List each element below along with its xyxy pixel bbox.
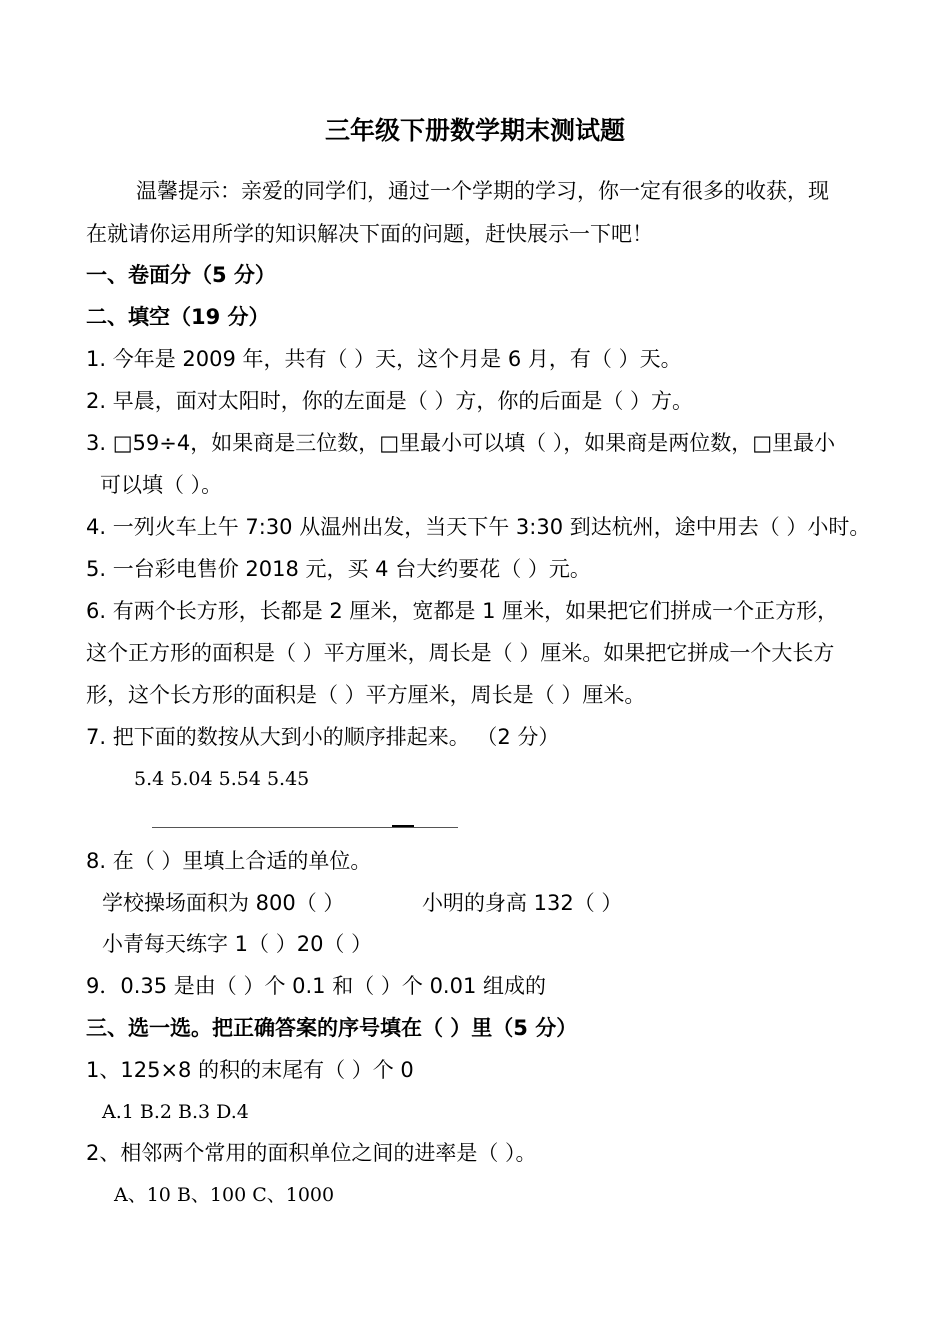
answer-line-mark (392, 825, 414, 827)
question-2-8-b: 小明的身高 132（ ） (422, 891, 623, 915)
question-2-9: 9．0.35 是由（ ）个 0.1 和（ ）个 0.01 组成的 (86, 974, 546, 998)
page-title: 三年级下册数学期末测试题 (324, 116, 625, 145)
question-3-2-options: A、10 B、100 C、1000 (114, 1184, 335, 1206)
section-heading-1: 一、卷面分（5 分） (86, 263, 276, 287)
question-3-1-options: A.1 B.2 B.3 D.4 (102, 1101, 249, 1123)
section-heading-3: 三、选一选。把正确答案的序号填在（ ）里（5 分） (86, 1016, 578, 1040)
question-2-7-numbers: 5.4 5.04 5.54 5.45 (134, 768, 310, 790)
answer-line (152, 827, 458, 828)
question-2-6-line-1: 6. 有两个长方形，长都是 2 厘米，宽都是 1 厘米，如果把它们拼成一个正方形， (86, 599, 839, 623)
question-2-1: 1. 今年是 2009 年，共有（ ）天，这个月是 6 月，有（ ）天。 (86, 347, 682, 371)
intro-line-1: 温馨提示：亲爱的同学们，通过一个学期的学习，你一定有很多的收获，现 (136, 179, 829, 203)
question-2-7: 7. 把下面的数按从大到小的顺序排起来。 （2 分） (86, 725, 560, 749)
intro-line-2: 在就请你运用所学的知识解决下面的问题，赶快展示一下吧！ (86, 222, 653, 246)
question-2-6-line-3: 形，这个长方形的面积是（ ）平方厘米，周长是（ ）厘米。 (86, 683, 646, 707)
question-2-3-line-1: 3. □59÷4，如果商是三位数，□里最小可以填（ ），如果商是两位数，□里最小 (86, 431, 836, 455)
question-2-8-c: 小青每天练字 1（ ）20（ ） (102, 932, 373, 956)
section-heading-2: 二、填空（19 分） (86, 305, 270, 329)
question-2-5: 5. 一台彩电售价 2018 元，买 4 台大约要花（ ）元。 (86, 557, 591, 581)
question-2-8-a: 学校操场面积为 800（ ） (102, 891, 345, 915)
question-2-8: 8. 在（ ）里填上合适的单位。 (86, 849, 372, 873)
question-2-3-line-2: 可以填（ ）。 (100, 473, 223, 497)
question-2-2: 2. 早晨，面对太阳时，你的左面是（ ）方，你的后面是（ ）方。 (86, 389, 694, 413)
question-3-1: 1、125×8 的积的末尾有（ ）个 0 (86, 1058, 414, 1082)
question-2-4: 4. 一列火车上午 7:30 从温州出发，当天下午 3:30 到达杭州，途中用去（ ）小时。 (86, 515, 871, 539)
question-3-2: 2、相邻两个常用的面积单位之间的进率是（ ）。 (86, 1141, 537, 1165)
question-2-6-line-2: 这个正方形的面积是（ ）平方厘米，周长是（ ）厘米。如果把它拼成一个大长方 (86, 641, 835, 665)
